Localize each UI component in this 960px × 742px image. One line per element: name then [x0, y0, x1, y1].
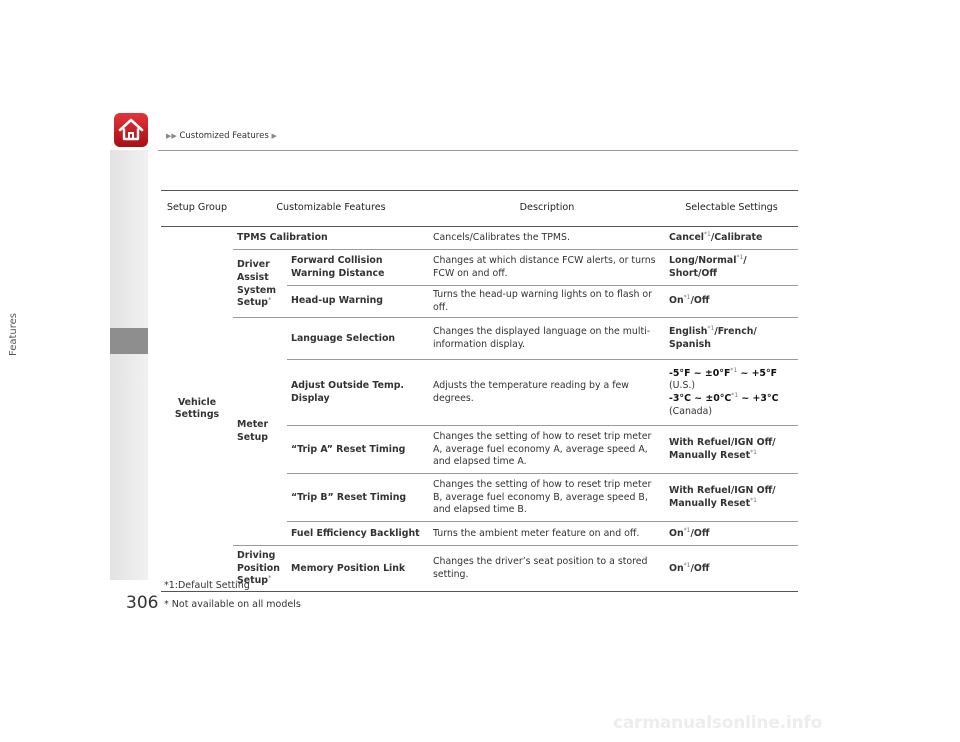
subgroup-cell: Driving Position Setup* — [233, 546, 287, 592]
home-icon — [114, 113, 148, 147]
header-setup-group: Setup Group — [161, 191, 233, 227]
group-cell: Vehicle Settings — [161, 227, 233, 592]
settings-cell: With Refuel/IGN Off/ Manually Reset$^{*1}$ — [665, 426, 798, 474]
side-index-tab[interactable] — [110, 328, 148, 354]
description-cell: Turns the ambient meter feature on and off. — [429, 522, 665, 546]
subgroup-cell: Meter Setup — [233, 318, 287, 546]
header-customizable-features: Customizable Features — [233, 191, 429, 227]
table-header-row — [161, 191, 798, 227]
description-cell: Turns the head-up warning lights on to flash or off. — [429, 286, 665, 318]
table-row — [161, 318, 798, 360]
settings-cell: Long/Normal$^{*1}$/ Short/Off — [665, 250, 798, 286]
settings-cell: English$^{*1}$/French/ Spanish — [665, 318, 798, 360]
header-description: Description — [429, 191, 665, 227]
settings-cell: With Refuel/IGN Off/ Manually Reset$^{*1}$ — [665, 474, 798, 522]
feature-cell: Head-up Warning — [287, 286, 429, 318]
feature-cell: Forward Collision Warning Distance — [287, 250, 429, 286]
side-index-bar — [110, 150, 148, 580]
breadcrumb-label: Customized Features — [179, 131, 269, 141]
description-cell: Adjusts the temperature reading by a few degrees. — [429, 360, 665, 426]
breadcrumb-arrow-icon: ▶▶ — [166, 132, 177, 140]
description-cell: Changes at which distance FCW alerts, or turns FCW on and off. — [429, 250, 665, 286]
settings-cell: -5°F ~ $\pm 0^\circ F^{*1}$ ~ +5°F (U.S.) -3°C ~ $\pm 0^\circ C^{*1}$ ~ +3°C (Canada) — [665, 360, 798, 426]
feature-cell: Memory Position Link — [287, 546, 429, 592]
feature-cell: Fuel Efficiency Backlight — [287, 522, 429, 546]
settings-cell: On$^{*1}$/Off — [665, 522, 798, 546]
customizable-features-table — [161, 190, 798, 592]
table-row — [161, 227, 798, 250]
availability-note: * Not available on all models — [164, 599, 301, 610]
table-row — [161, 546, 798, 592]
feature-cell: TPMS Calibration — [233, 227, 429, 250]
breadcrumb[interactable] — [166, 131, 277, 141]
feature-cell: Adjust Outside Temp. Display — [287, 360, 429, 426]
default-setting-note: *1:Default Setting — [164, 580, 250, 591]
description-cell: Changes the displayed language on the multi-information display. — [429, 318, 665, 360]
settings-cell: On$^{*1}$/Off — [665, 546, 798, 592]
subgroup-cell: Driver Assist System Setup* — [233, 250, 287, 318]
watermark-logo: carmanualsonline.info — [613, 713, 823, 733]
feature-cell: “Trip B” Reset Timing — [287, 474, 429, 522]
settings-cell: Cancel$^{*1}$/Calibrate — [665, 227, 798, 250]
header-rule — [158, 150, 798, 151]
breadcrumb-arrow-icon: ▶ — [271, 132, 277, 140]
settings-cell: On$^{*1}$/Off — [665, 286, 798, 318]
description-cell: Changes the setting of how to reset trip meter A, average fuel economy A, average speed A, and elapsed time A. — [429, 426, 665, 474]
section-label: Features — [8, 313, 19, 356]
home-button[interactable] — [114, 113, 148, 147]
table-row — [161, 250, 798, 286]
page-number: 306 — [126, 593, 159, 613]
feature-cell: “Trip A” Reset Timing — [287, 426, 429, 474]
description-cell: Cancels/Calibrates the TPMS. — [429, 227, 665, 250]
header-selectable-settings: Selectable Settings — [665, 191, 798, 227]
description-cell: Changes the setting of how to reset trip meter B, average fuel economy B, average speed B, and elapsed time B. — [429, 474, 665, 522]
description-cell: Changes the driver’s seat position to a stored setting. — [429, 546, 665, 592]
feature-cell: Language Selection — [287, 318, 429, 360]
